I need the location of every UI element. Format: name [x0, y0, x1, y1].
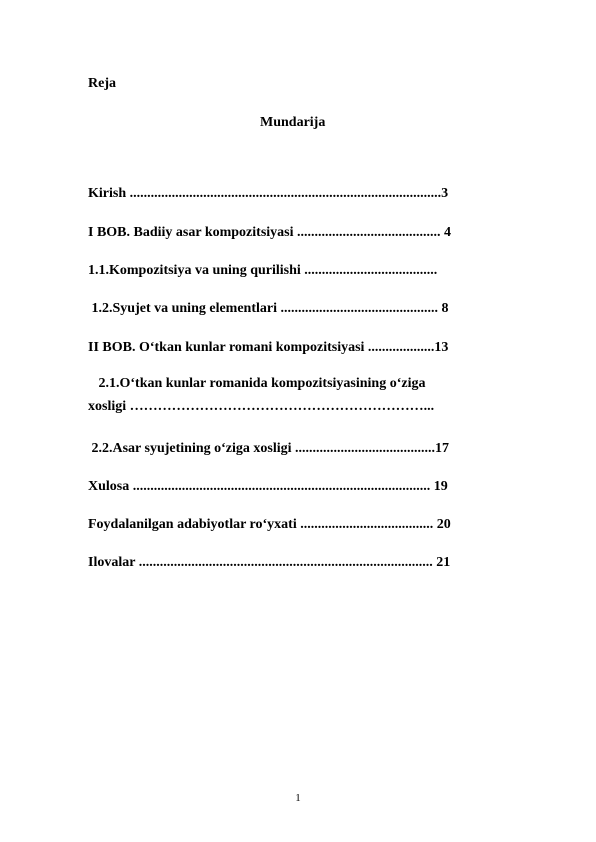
- toc-entry-section-2-1: 2.1.O‘tkan kunlar romanida kompozitsiyasining o‘ziga: [88, 376, 426, 391]
- toc-entry-section-1-1: 1.1.Kompozitsiya va uning qurilishi ......................................: [88, 263, 438, 278]
- plan-label: Reja: [88, 76, 116, 91]
- toc-entry-xulosa: Xulosa ..................................................................................... 19: [88, 479, 448, 494]
- toc-entry-chapter-2: II BOB. O‘tkan kunlar romani kompozitsiyasi ...................13: [88, 340, 449, 355]
- page-number: 1: [295, 792, 301, 804]
- toc-title: Mundarija: [260, 115, 326, 130]
- toc-entry-section-2-1-continued: xosligi ………………………………………………………...: [88, 399, 435, 414]
- toc-entry-kirish: Kirish .........................................................................................3: [88, 186, 449, 201]
- toc-entry-chapter-1: I BOB. Badiiy asar kompozitsiyasi ......................................... 4: [88, 225, 452, 240]
- toc-entry-section-2-2: 2.2.Asar syujetining o‘ziga xosligi ........................................17: [88, 441, 450, 456]
- toc-entry-section-1-2: 1.2.Syujet va uning elementlari ............................................. 8: [88, 301, 449, 316]
- toc-entry-appendix: Ilovalar .................................................................................... 21: [88, 555, 451, 570]
- toc-entry-bibliography: Foydalanilgan adabiyotlar ro‘yxati ...................................... 20: [88, 517, 451, 532]
